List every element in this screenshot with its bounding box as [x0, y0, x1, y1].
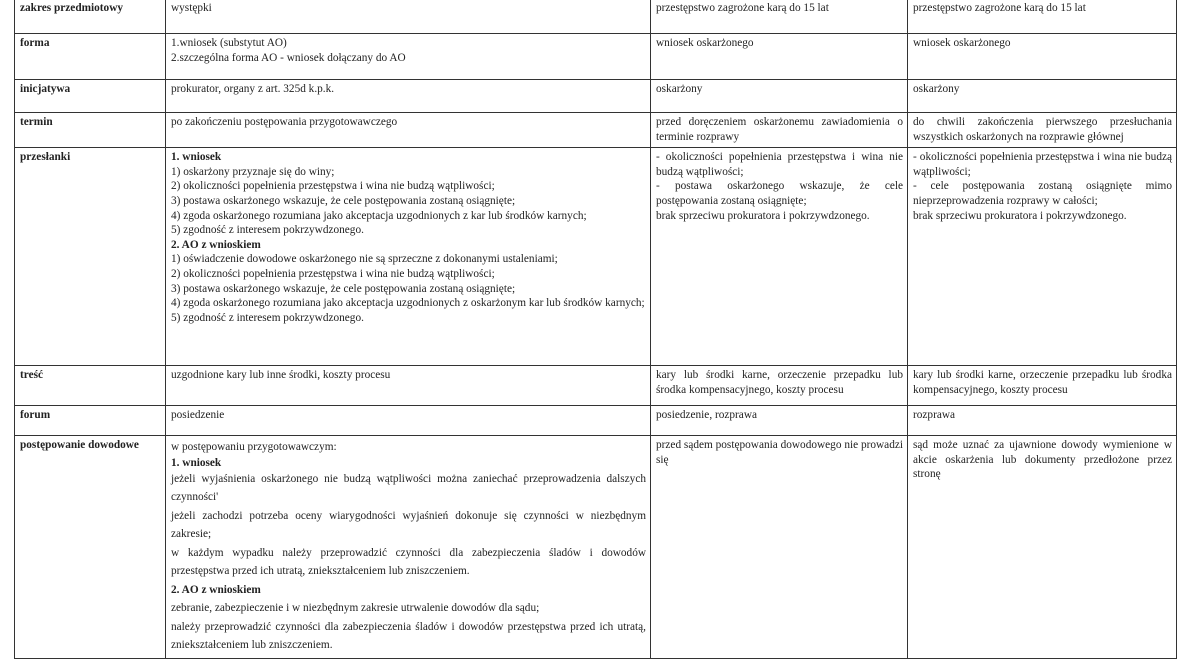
- cell-text: prokurator, organy z art. 325d k.p.k.: [171, 83, 335, 95]
- cell-text: po zakończeniu postępowania przygotowawczego: [171, 116, 398, 128]
- cell-text: oskarżony: [913, 83, 960, 95]
- list-item: - okoliczności popełnienia przestępstwa i wina nie budzą wątpliwości;: [656, 151, 903, 178]
- cell: [908, 148, 1177, 366]
- table-row: [15, 0, 1177, 34]
- table-row: [15, 436, 1177, 659]
- list-item: należy przeprowadzić czynności dla zabezpieczenia śladów i dowodów przestępstwa przed ich utratą, zniekształceniem lub zniszczeniem.: [171, 620, 646, 652]
- row-header: forum: [15, 406, 166, 436]
- cell: [166, 80, 651, 113]
- cell-text: 1.wniosek (substytut AO): [171, 37, 287, 49]
- list-item: w każdym wypadku należy przeprowadzić czynności dla zabezpieczenia śladów i dowodów przestępstwa przed ich utratą, zniekształceniem lub zniszczeniem.: [171, 546, 646, 578]
- list-item: 4) zgoda oskarżonego rozumiana jako akceptacja uzgodnionych z kar lub środków karnych;: [171, 209, 587, 222]
- table-row: [15, 406, 1177, 436]
- cell-text: sąd może uznać za ujawnione dowody wymienione w akcie oskarżenia lub dokumenty przedłożone przez stronę: [913, 439, 1172, 481]
- subheading: 1. wniosek: [171, 151, 222, 164]
- cell-text: przestępstwo zagrożone karą do 15 lat: [656, 2, 829, 14]
- list-item: brak sprzeciwu prokuratora i pokrzywdzonego.: [913, 209, 1127, 222]
- table-row: [15, 113, 1177, 148]
- cell: [908, 406, 1177, 436]
- list-item: 4) zgoda oskarżonego rozumiana jako akceptacja uzgodnionych z oskarżonym kar lub środków karnych;: [171, 297, 645, 310]
- cell-text: posiedzenie: [171, 409, 225, 422]
- cell-text: wniosek oskarżonego: [913, 37, 1011, 49]
- cell-text: wniosek oskarżonego: [656, 37, 754, 49]
- list-item: 1) oświadczenie dowodowe oskarżonego nie są sprzeczne z dokonanymi ustaleniami;: [171, 253, 558, 266]
- cell: [908, 113, 1177, 148]
- cell: [651, 34, 908, 80]
- cell: [651, 0, 908, 34]
- cell: [908, 366, 1177, 406]
- cell: [166, 34, 651, 80]
- list-item: 3) postawa oskarżonego wskazuje, że cele postępowania zostaną osiągnięte;: [171, 194, 516, 207]
- list-item: 1) oskarżony przyznaje się do winy;: [171, 165, 335, 178]
- cell: [166, 0, 651, 34]
- cell: [166, 406, 651, 436]
- cell-text: przed sądem postępowania dowodowego nie prowadzi się: [656, 439, 903, 466]
- list-item: 5) zgodność z interesem pokrzywdzonego.: [171, 311, 364, 324]
- table-row: [15, 34, 1177, 80]
- list-item: brak sprzeciwu prokuratora i pokrzywdzonego.: [656, 209, 870, 222]
- cell-text: występki: [171, 2, 212, 14]
- cell-text: do chwili zakończenia pierwszego przesłuchania wszystkich oskarżonych na rozprawie głównej: [913, 116, 1172, 143]
- table-row: [15, 80, 1177, 113]
- cell: [166, 113, 651, 148]
- list-item: zebranie, zabezpieczenie i w niezbędnym zakresie utrwalenie dowodów dla sądu;: [171, 602, 540, 615]
- cell: [651, 436, 908, 659]
- cell: [908, 436, 1177, 659]
- cell: [908, 0, 1177, 34]
- cell: [166, 366, 651, 406]
- cell-text: posiedzenie, rozprawa: [656, 409, 757, 422]
- cell: [166, 436, 651, 659]
- list-item: - cele postępowania zostaną osiągnięte mimo nieprzeprowadzenia rozprawy w całości;: [913, 180, 1172, 207]
- cell-text: kary lub środki karne, orzeczenie przepadku lub środka kompensacyjnego, koszty procesu: [913, 369, 1172, 396]
- table-row: [15, 148, 1177, 366]
- subheading: 1. wniosek: [171, 456, 222, 469]
- list-item: - postawa oskarżonego wskazuje, że cele postępowania zostaną osiągnięte;: [656, 180, 903, 207]
- cell: [651, 406, 908, 436]
- cell: [908, 80, 1177, 113]
- row-header: inicjatywa: [15, 80, 166, 113]
- cell: [651, 113, 908, 148]
- cell: [651, 80, 908, 113]
- list-item: jeżeli wyjaśnienia oskarżonego nie budzą wątpliwości można zaniechać przeprowadzenia dalszych czynności': [171, 472, 646, 504]
- list-item: 2) okoliczności popełnienia przestępstwa i wina nie budzą wątpliwości;: [171, 180, 495, 193]
- cell-text: przestępstwo zagrożone karą do 15 lat: [913, 2, 1086, 14]
- table-row: [15, 366, 1177, 406]
- row-header: przesłanki: [15, 148, 166, 366]
- cell: [651, 148, 908, 366]
- row-header: postępowanie dowodowe: [15, 436, 166, 659]
- cell-text: w postępowaniu przygotowawczym:: [171, 441, 337, 454]
- cell-text: rozprawa: [913, 409, 956, 422]
- comparison-table: [14, 0, 1177, 659]
- row-header: termin: [15, 113, 166, 148]
- row-header: forma: [15, 34, 166, 80]
- cell-text: oskarżony: [656, 83, 703, 95]
- subheading: 2. AO z wnioskiem: [171, 238, 261, 251]
- subheading: 2. AO z wnioskiem: [171, 583, 261, 596]
- cell-text: przed doręczeniem oskarżonemu zawiadomienia o terminie rozprawy: [656, 116, 903, 143]
- row-header: zakres przedmiotowy: [15, 0, 166, 34]
- cell-text: 2.szczególna forma AO - wniosek dołączany do AO: [171, 51, 406, 64]
- list-item: 5) zgodność z interesem pokrzywdzonego.: [171, 224, 364, 237]
- cell-text: kary lub środki karne, orzeczenie przepadku lub środka kompensacyjnego, koszty procesu: [656, 369, 903, 396]
- cell: [166, 148, 651, 366]
- list-item: 2) okoliczności popełnienia przestępstwa i wina nie budzą wątpliwości;: [171, 267, 495, 280]
- cell-text: uzgodnione kary lub inne środki, koszty procesu: [171, 369, 391, 382]
- row-header: treść: [15, 366, 166, 406]
- list-item: 3) postawa oskarżonego wskazuje, że cele postępowania zostaną osiągnięte;: [171, 282, 516, 295]
- cell: [908, 34, 1177, 80]
- list-item: jeżeli zachodzi potrzeba oceny wiarygodności wyjaśnień dokonuje się czynności w niezbędnym zakresie;: [171, 509, 646, 541]
- list-item: - okoliczności popełnienia przestępstwa i wina nie budzą wątpliwości;: [913, 151, 1172, 178]
- cell: [651, 366, 908, 406]
